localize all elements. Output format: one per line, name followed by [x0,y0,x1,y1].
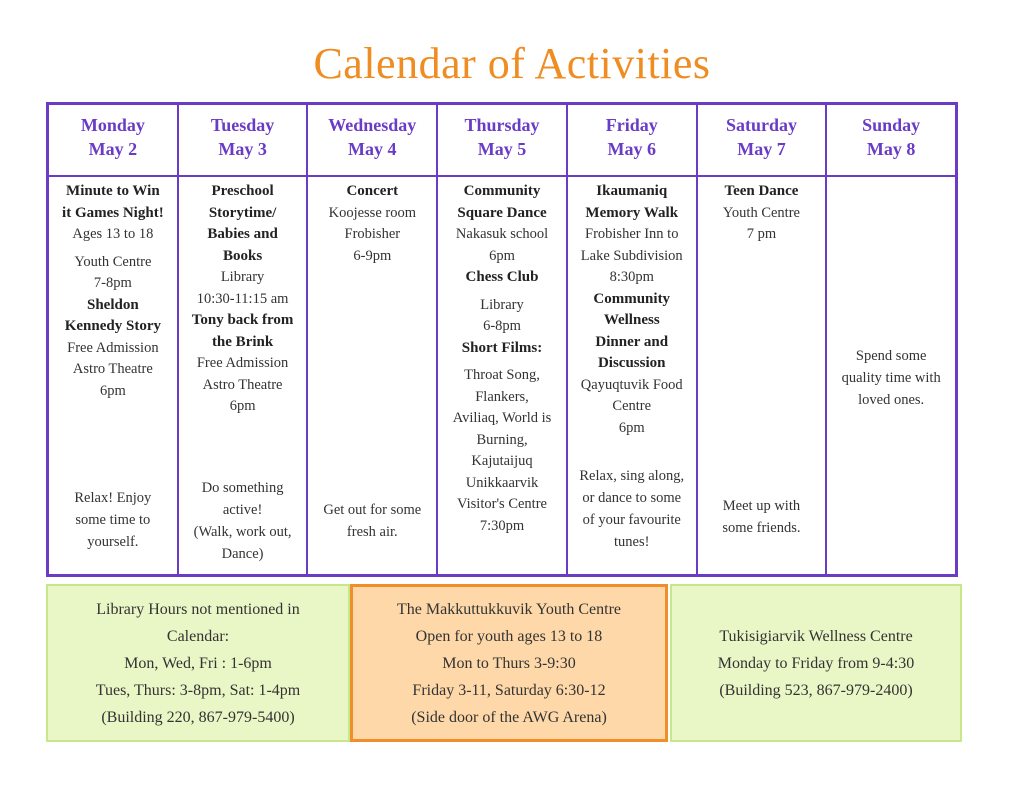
event-detail: Lake Subdivision [580,247,683,264]
day-date: May 7 [737,139,786,159]
tip-line: Get out for some [323,502,422,518]
event-detail: 8:30pm [609,269,654,285]
tip-line: some friends. [722,520,801,536]
event-title: Chess Club [465,269,539,285]
event-detail: Frobisher [344,226,401,242]
day-tip [572,465,692,553]
event-detail: 6pm [489,247,515,264]
page-title: Calendar of Activities [313,39,711,88]
day-column-sunday [827,105,955,574]
event-title: Preschool [211,183,274,199]
event-detail: Nakasuk school [455,226,549,242]
tip-line: Dance) [221,546,264,562]
event-detail: Aviliaq, World is [452,410,552,426]
event-detail: 7 pm [746,226,777,242]
day-events [827,177,955,574]
day-tip [831,345,951,411]
day-column-friday [568,105,698,574]
info-line: (Building 523, 867-979-2400) [719,681,913,699]
tip-line: Spend some [855,348,927,364]
event-detail: 6-8pm [483,318,521,334]
event-title: the Brink [211,333,274,350]
event-detail: Qayuqtuvik Food [580,376,683,393]
event-title: Books [222,247,263,264]
event-detail: Youth Centre [74,253,152,270]
day-column-monday [49,105,179,574]
day-name: Monday [80,115,145,135]
tip-line: or dance to some [582,490,682,506]
tip-line: active! [222,502,263,518]
calendar-grid [46,102,958,577]
info-line: Open for youth ages 13 to 18 [415,627,603,645]
event-detail: Free Admission [67,339,159,356]
info-line: Calendar: [166,627,230,645]
day-name: Thursday [464,115,540,135]
info-line: Monday to Friday from 9-4:30 [717,654,915,672]
event-title: Kennedy Story [64,318,161,334]
day-name: Sunday [862,115,921,135]
event-title: Wellness [603,312,660,328]
info-line: Tues, Thurs: 3-8pm, Sat: 1-4pm [95,681,301,699]
event-title: Storytime/ [208,204,277,221]
event-detail: Ages 13 to 18 [72,226,154,242]
event-title: Tony back from [191,312,294,328]
event-detail: 6pm [618,419,645,436]
event-detail: Astro Theatre [72,361,153,377]
info-line: (Side door of the AWG Arena) [411,708,607,726]
tip-line: quality time with [841,370,941,386]
day-events [698,177,826,574]
tip-line: Relax, sing along, [579,468,685,484]
event-detail: Library [480,296,524,313]
day-column-tuesday [179,105,309,574]
event-detail: Visitor's Centre [457,496,547,512]
day-column-saturday [698,105,828,574]
info-line: Mon to Thurs 3-9:30 [442,654,576,672]
day-name: Friday [605,115,658,135]
day-events [179,177,307,574]
tip-line: Meet up with [722,498,801,514]
tip-line: some time to [75,512,151,528]
day-events [308,177,436,574]
day-name: Tuesday [210,115,275,135]
event-detail: Youth Centre [722,204,800,221]
event-title: Square Dance [457,204,547,221]
event-detail: 7:30pm [479,517,525,534]
tip-line: tunes! [614,534,650,550]
day-header [827,105,955,177]
tip-line: loved ones. [858,392,925,408]
day-name: Wednesday [328,115,417,135]
day-events [568,177,696,574]
day-header [568,105,696,177]
event-detail: Flankers, [475,388,529,405]
day-date: May 2 [88,139,138,159]
event-detail: 6-9pm [353,247,392,264]
info-line: (Building 220, 867-979-5400) [101,708,295,726]
day-tip [702,495,822,539]
tip-line: (Walk, work out, [193,524,292,540]
day-events [49,177,177,574]
day-date: May 4 [348,139,397,159]
event-detail: Kajutaijuq [471,453,533,469]
day-date: May 8 [866,139,916,159]
event-title: Minute to Win [66,183,160,199]
tip-line: yourself. [87,534,139,550]
event-detail: Unikkaarvik [465,474,539,491]
event-detail: 6pm [229,398,256,414]
day-header [698,105,826,177]
event-detail: Centre [612,398,652,414]
day-header [179,105,307,177]
event-title: Dinner and [595,333,669,350]
day-tip [183,477,303,565]
wellness-centre-box [670,584,962,742]
event-title: Community [593,290,671,307]
info-line: Friday 3-11, Saturday 6:30-12 [412,681,606,699]
day-header [438,105,566,177]
day-events [438,177,566,574]
event-detail: Throat Song, [464,367,540,383]
youth-centre-box [350,584,668,742]
info-line: Library Hours not mentioned in [96,600,300,618]
day-tip [53,487,173,553]
event-title: Discussion [597,355,666,371]
library-hours-box [46,584,350,742]
event-title: Babies and [207,226,278,242]
event-detail: Free Admission [196,355,289,371]
day-column-thursday [438,105,568,574]
event-detail: Library [220,269,265,285]
tip-line: Relax! Enjoy [74,490,152,506]
day-header [308,105,436,177]
day-column-wednesday [308,105,438,574]
day-date: May 6 [607,139,656,159]
info-line: Tukisigiarvik Wellness Centre [719,627,913,645]
tip-line: Do something [201,480,284,496]
event-detail: Astro Theatre [202,376,283,393]
tip-line: of your favourite [582,512,681,528]
event-detail: Frobisher Inn to [585,226,679,242]
day-header [49,105,177,177]
event-title: Concert [346,183,399,199]
day-date: May 5 [477,139,527,159]
info-line: Mon, Wed, Fri : 1-6pm [124,654,272,672]
day-name: Saturday [725,115,797,135]
event-title: Memory Walk [585,204,679,221]
day-tip [312,499,432,543]
day-date: May 3 [218,139,267,159]
event-detail: Burning, [476,431,528,448]
event-title: Ikaumaniq [596,183,668,199]
info-line: The Makkuttukkuvik Youth Centre [397,600,621,618]
event-title: Sheldon [87,296,139,313]
event-detail: Koojesse room [328,204,416,221]
event-detail: 10:30-11:15 am [196,290,289,307]
event-detail: 7-8pm [93,275,132,291]
event-title: Teen Dance [724,183,799,199]
event-title: Short Films: [461,339,543,356]
event-title: it Games Night! [62,204,164,221]
event-title: Community [463,183,541,199]
event-detail: 6pm [99,382,126,399]
tip-line: fresh air. [346,524,398,540]
